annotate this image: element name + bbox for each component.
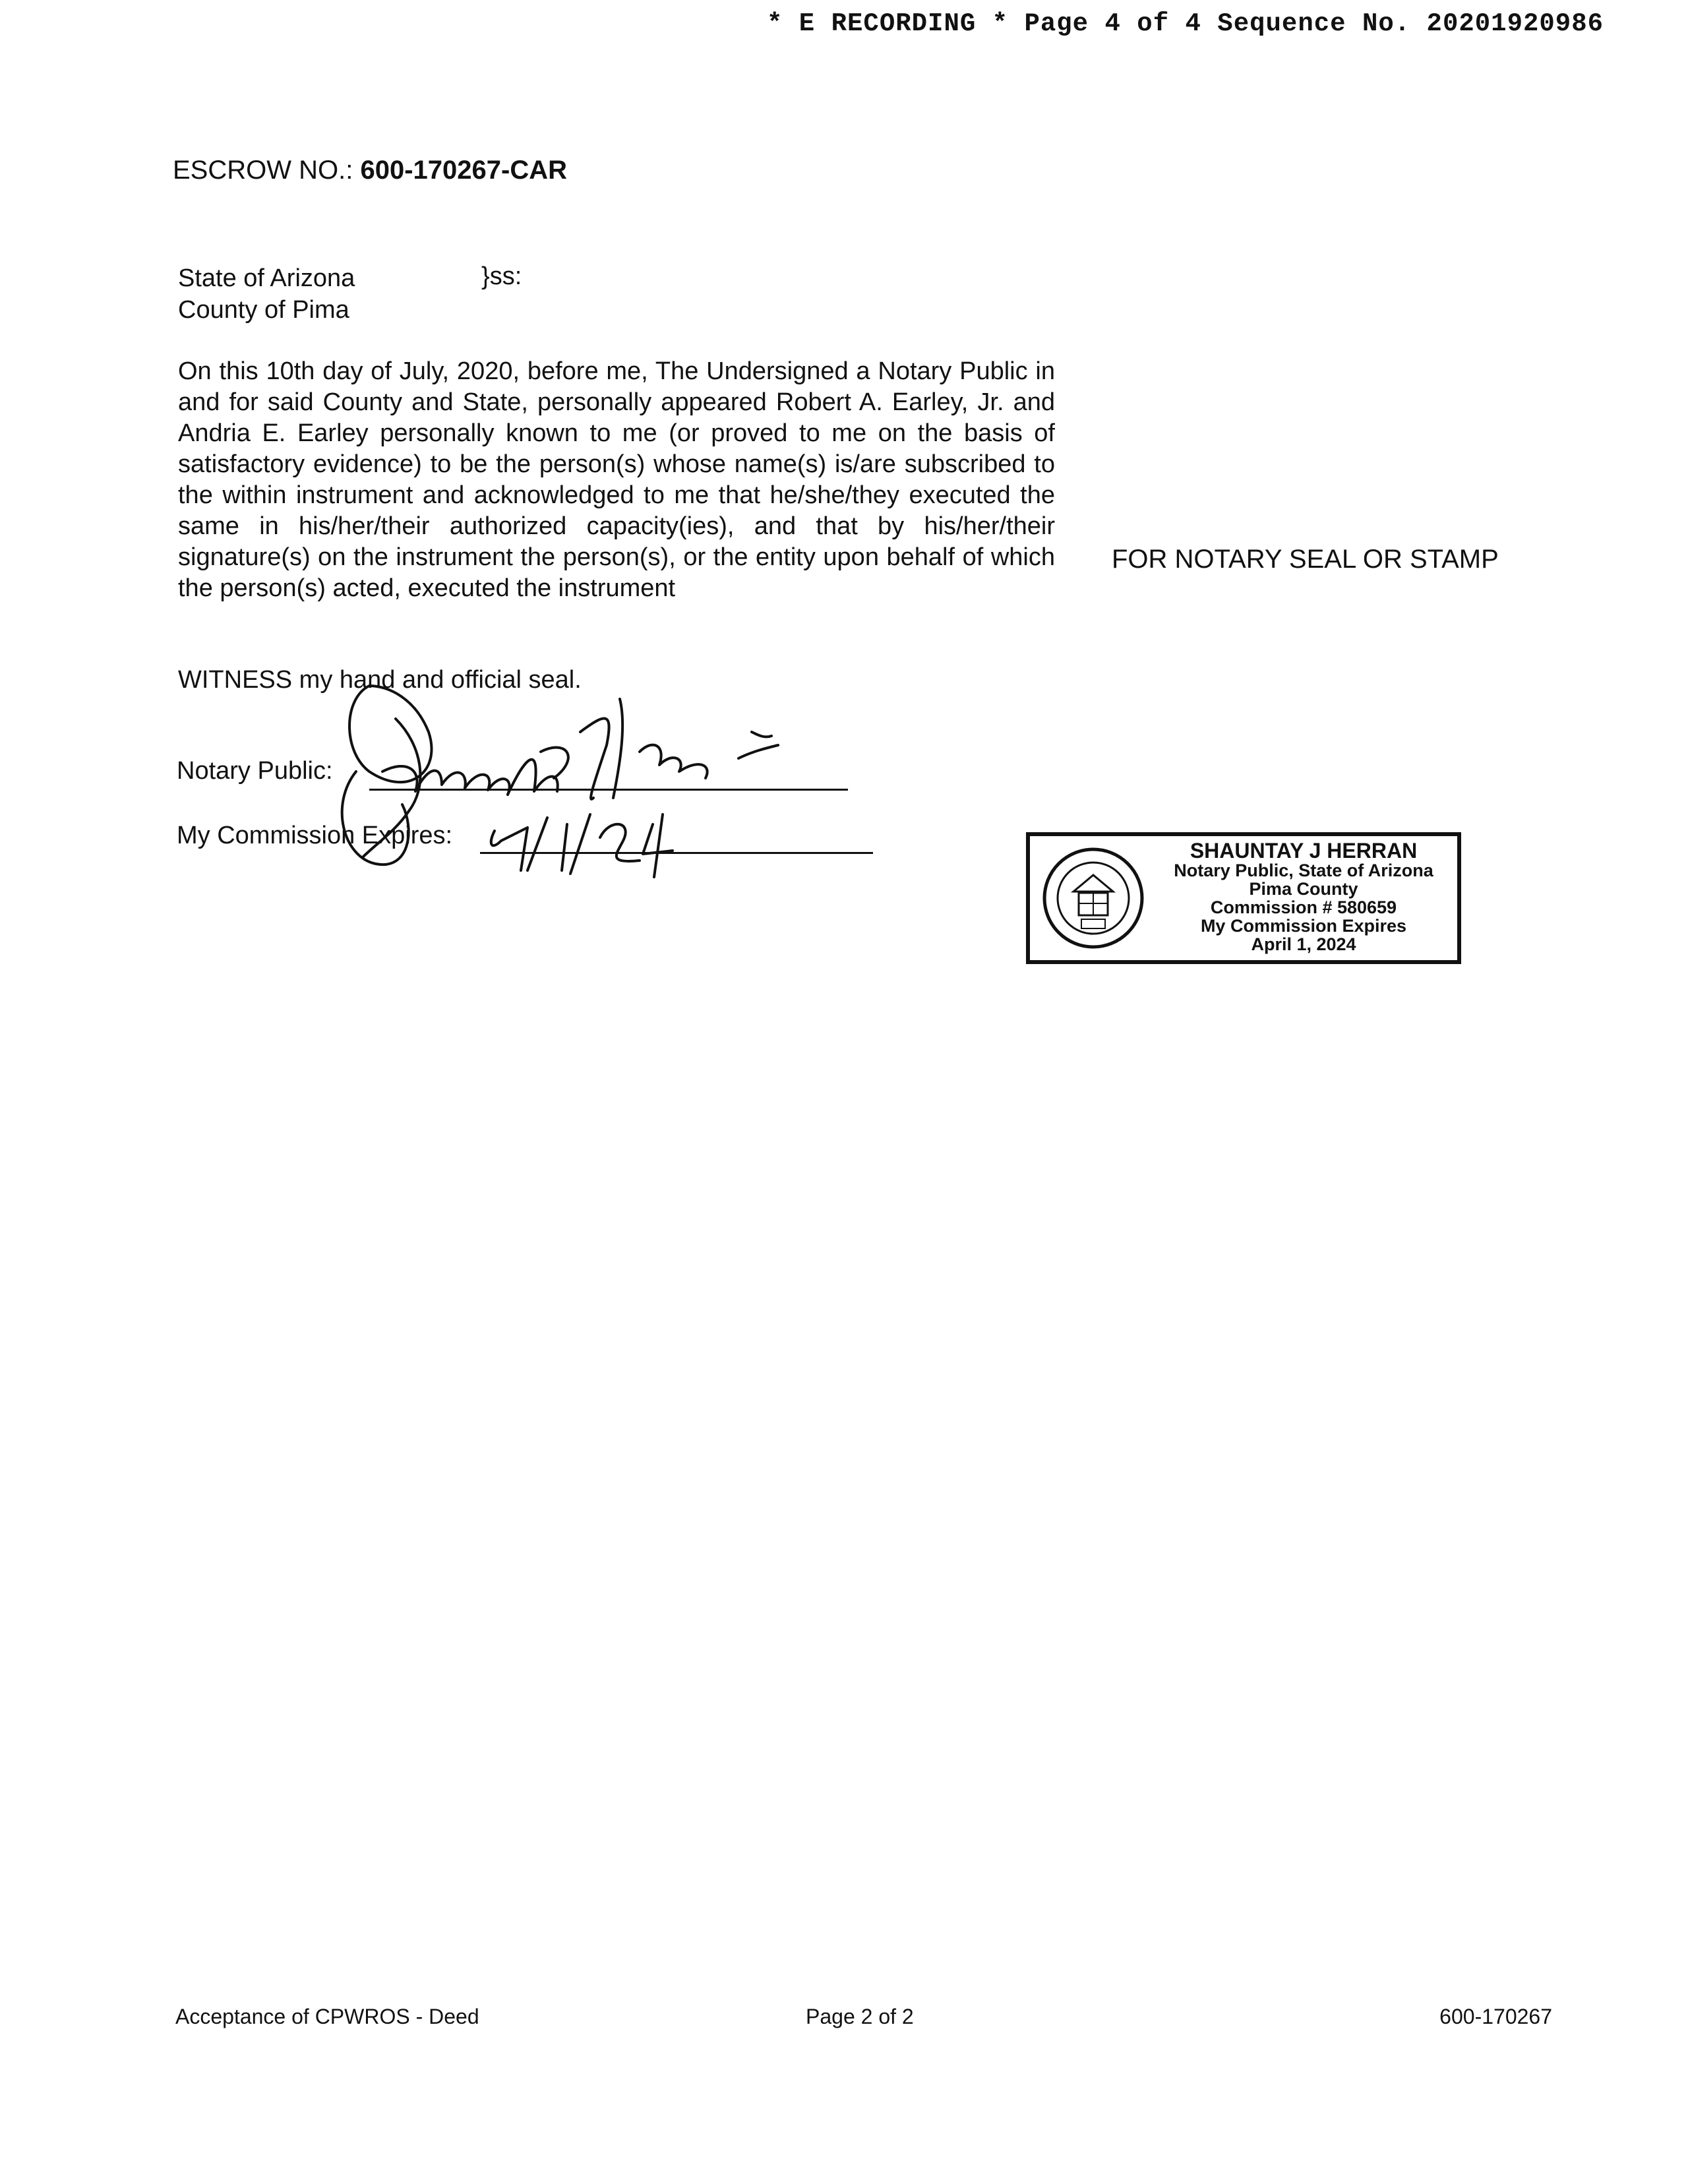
seal-placeholder-label: FOR NOTARY SEAL OR STAMP	[1112, 545, 1499, 574]
handwritten-signature	[330, 673, 831, 884]
witness-statement: WITNESS my hand and official seal.	[178, 666, 582, 694]
escrow-label: ESCROW NO.:	[173, 156, 353, 185]
notary-public-label: Notary Public:	[177, 757, 333, 785]
footer-page-number: Page 2 of 2	[806, 2005, 914, 2028]
stamp-line-2: Pima County	[1249, 879, 1358, 899]
venue-ss: }ss:	[481, 262, 522, 290]
arizona-state-seal-icon	[1040, 845, 1146, 951]
venue-county: County of Pima	[178, 296, 349, 324]
stamp-line-3: Commission # 580659	[1210, 897, 1397, 917]
commission-expires-label: My Commission Expires:	[177, 822, 453, 849]
escrow-number	[173, 156, 567, 185]
stamp-line-1: Notary Public, State of Arizona	[1174, 861, 1433, 880]
notary-stamp	[1026, 832, 1461, 964]
acknowledgment-paragraph: On this 10th day of July, 2020, before me, The Undersigned a Notary Public in and for said County and State, personally appeared Robert A. Earley, Jr. and Andria E. Earley personally known to me (or proved to me on the basis of satisfactory evidence) to be the person(s) whose name(s) is/are subscribed to the within instrument and acknowledged to me that he/she/they executed the same in his/her/their authorized capacity(ies), and that by his/her/their signature(s) on the instrument the person(s), or the entity upon behalf of which the person(s) acted, executed the instrument	[178, 357, 1055, 602]
recording-header: * E RECORDING * Page 4 of 4 Sequence No. 20201920986	[767, 9, 1604, 38]
venue-state: State of Arizona	[178, 264, 355, 292]
venue-block	[178, 262, 355, 326]
stamp-line-5: April 1, 2024	[1251, 934, 1356, 954]
footer-document-title: Acceptance of CPWROS - Deed	[175, 2005, 479, 2028]
stamp-line-4: My Commission Expires	[1200, 916, 1407, 936]
escrow-value: 600-170267-CAR	[360, 156, 567, 185]
stamp-notary-name: SHAUNTAY J HERRAN	[1190, 839, 1418, 863]
footer-file-number: 600-170267	[1439, 2005, 1552, 2028]
